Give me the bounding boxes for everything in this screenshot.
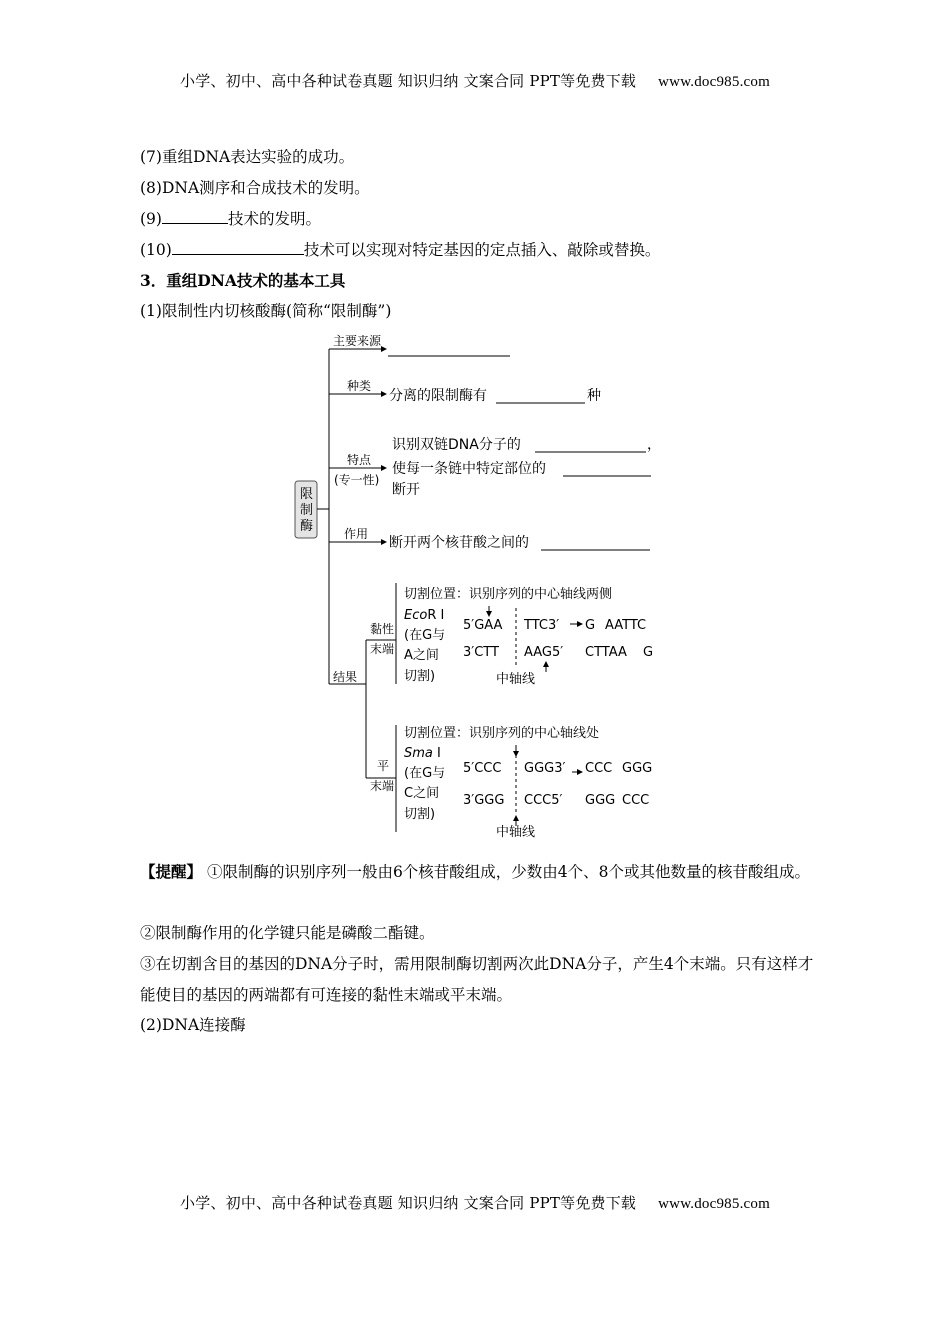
- item-10-prefix: (10): [140, 241, 172, 259]
- feature-label: 特点: [347, 453, 372, 467]
- smai-top-left: 5′CCC: [463, 761, 502, 776]
- smai-top-right: GGG3′: [524, 761, 566, 776]
- tip-3: ③在切割含目的基因的DNA分子时，需用限制酶切割两次此DNA分子，产生4个末端。只有这样才能使目的基因的两端都有可连接的黏性末端或平末端。: [140, 955, 814, 1004]
- ecori-bottom-product-1: CTTAA: [585, 645, 627, 660]
- ecori-note-3: 切割): [404, 669, 436, 684]
- root-char-1: 限: [300, 487, 314, 502]
- smai-bottom-right: CCC5′: [524, 793, 563, 808]
- item-9-prefix: (9): [140, 210, 162, 228]
- item-8: (8)DNA测序和合成技术的发明。: [140, 179, 370, 197]
- subsection-2-heading: (2)DNA连接酶: [140, 1016, 246, 1034]
- footer-site[interactable]: www.doc985.com: [658, 1196, 770, 1212]
- footer-text: 小学、初中、高中各种试卷真题 知识归纳 文案合同 PPT等免费下载: [180, 1194, 637, 1212]
- ecori-bottom-product-2: G: [643, 645, 654, 660]
- ecori-bottom-right: AAG5′: [524, 645, 564, 660]
- ecori-note-2: A之间: [404, 648, 439, 663]
- ecori-top-right: TTC3′: [524, 618, 560, 633]
- feature-sub: (专一性): [334, 473, 380, 487]
- source-label: 主要来源: [333, 334, 382, 348]
- smai-note-2: C之间: [404, 786, 440, 801]
- smai-roman: Ⅰ: [432, 746, 441, 761]
- ecori-axis-label: 中轴线: [496, 672, 536, 687]
- ecori-top-product-1: G: [585, 618, 596, 633]
- ecori-roman: R Ⅰ: [427, 608, 445, 623]
- action-text: 断开两个核苷酸之间的: [389, 535, 529, 551]
- smai-top-product-1: CCC: [585, 761, 613, 776]
- root-char-2: 制: [300, 503, 314, 518]
- root-char-3: 酶: [300, 519, 314, 534]
- ecori-top-product-2: AATTC: [605, 618, 647, 633]
- ecori-italic: Eco: [404, 608, 428, 623]
- blunt-label-2: 末端: [370, 779, 395, 793]
- page-footer: [0, 1192, 950, 1213]
- action-label: 作用: [344, 527, 369, 541]
- types-text: 分离的限制酶有: [389, 388, 487, 404]
- tip-1-text: ①限制酶的识别序列一般由6个核苷酸组成，少数由4个、8个或其他数量的核苷酸组成。: [202, 863, 811, 881]
- feature-line-3: 断开: [392, 482, 420, 498]
- smai-note-1: (在G与: [404, 766, 446, 781]
- section-3-heading: 3．重组DNA技术的基本工具: [140, 271, 346, 290]
- feature-line-2: 使每一条链中特定部位的: [392, 461, 546, 477]
- blunt-cut-position: 切割位置：识别序列的中心轴线处: [404, 726, 600, 741]
- feature-comma: ，: [647, 437, 661, 453]
- subsection-1-heading: (1)限制性内切核酸酶(简称“限制酶”): [140, 302, 392, 320]
- types-label: 种类: [347, 379, 372, 393]
- smai-top-product-2: GGG: [622, 761, 653, 776]
- smai-name: [404, 746, 441, 761]
- tip-1: [140, 856, 820, 888]
- result-label: 结果: [333, 670, 358, 684]
- tip-2: ②限制酶作用的化学键只能是磷酸二酯键。: [140, 924, 435, 942]
- smai-note-3: 切割): [404, 807, 436, 822]
- header-site[interactable]: www.doc985.com: [658, 74, 770, 90]
- blunt-label-1: 平: [377, 759, 390, 773]
- tip-label: 【提醒】: [140, 862, 203, 881]
- header-text: 小学、初中、高中各种试卷真题 知识归纳 文案合同 PPT等免费下载: [180, 72, 637, 90]
- item-10-suffix: 技术可以实现对特定基因的定点插入、敲除或替换。: [303, 241, 661, 259]
- types-unit: 种: [587, 388, 601, 404]
- ecori-note-1: (在G与: [404, 628, 446, 643]
- ecori-top-left: 5′GAA: [463, 618, 503, 633]
- smai-axis-label: 中轴线: [496, 825, 536, 840]
- smai-bottom-product-1: GGG: [585, 793, 616, 808]
- sticky-label-2: 末端: [370, 642, 395, 656]
- smai-bottom-left: 3′GGG: [463, 793, 505, 808]
- sticky-cut-position: 切割位置：识别序列的中心轴线两侧: [404, 587, 613, 602]
- ecori-bottom-left: 3′CTT: [463, 645, 499, 660]
- ecori-name: [404, 608, 444, 623]
- sticky-label-1: 黏性: [370, 622, 395, 636]
- item-9-suffix: 技术的发明。: [227, 210, 321, 228]
- feature-line-1: 识别双链DNA分子的: [392, 437, 521, 453]
- smai-italic: Sma: [404, 746, 433, 761]
- smai-bottom-product-2: CCC: [622, 793, 650, 808]
- item-7: (7)重组DNA表达实验的成功。: [140, 148, 355, 166]
